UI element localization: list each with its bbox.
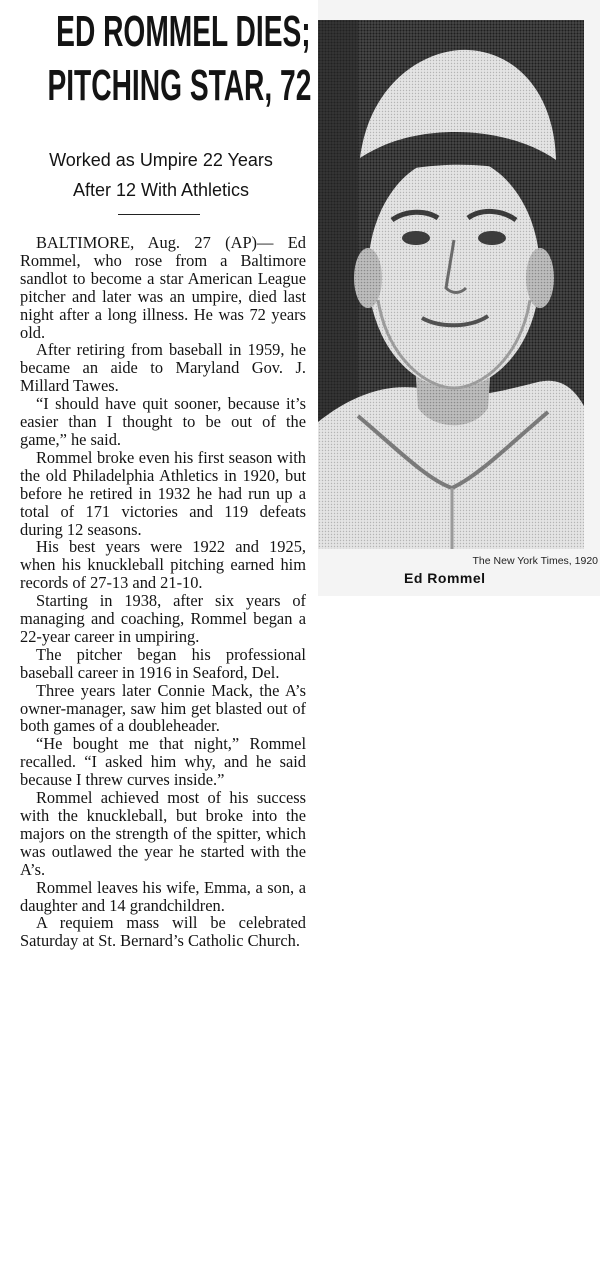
portrait-illustration — [318, 20, 584, 549]
paragraph: Rommel achieved most of his success with the knuckleball, but broke into the majors on the strength of the spitter, which was outlawed the year he started with the A’s. — [20, 788, 306, 879]
paragraph: Starting in 1938, after six years of managing and coaching, Rommel began a 22-year career in umpiring. — [20, 591, 306, 646]
photo-credit: The New York Times, 1920 — [472, 555, 598, 567]
paragraph: A requiem mass will be celebrated Saturday at St. Bernard’s Catholic Church. — [20, 913, 306, 951]
paragraph: The pitcher began his professional baseball career in 1916 in Seaford, Del. — [20, 644, 306, 682]
subheadline-line-2: After 12 With Athletics — [72, 180, 250, 200]
photo-panel — [318, 0, 600, 596]
paragraph: Rommel broke even his first season with the old Philadelphia Athletics in 1920, but before he retired in 1932 he had run up a total of 171 victories and 119 defeats during 12 seasons. — [20, 447, 306, 539]
paragraph: Three years later Connie Mack, the A’s owner-manager, saw him get blasted out of both games of a doubleheader. — [20, 680, 306, 736]
paragraph: After retiring from baseball in 1959, he became an aide to Maryland Gov. J. Millard Tawes. — [20, 340, 306, 396]
paragraph: “He bought me that night,” Rommel recalled. “I asked him why, and he said because I threw curves inside.” — [20, 734, 306, 790]
player-portrait — [318, 20, 584, 549]
divider-rule — [118, 214, 200, 215]
subheadline-line-1: Worked as Umpire 22 Years — [49, 150, 273, 170]
paragraph: BALTIMORE, Aug. 27 (AP)— Ed Rommel, who rose from a Baltimore sandlot to become a star American League pitcher and later was an umpire, died last night after a long illness. He was 72 years old. — [20, 233, 306, 342]
headline-line-2: PITCHING STAR, 72 — [47, 61, 311, 110]
headline-line-1: ED ROMMEL DIES; — [56, 10, 311, 56]
paragraph: “I should have quit sooner, because it’s easier than I thought to be out of the game,” he said. — [20, 394, 306, 449]
paragraph: His best years were 1922 and 1925, when his knuckleball pitching earned him records of 27-13 and 21-10. — [20, 537, 306, 593]
article-body — [20, 234, 306, 950]
paragraph: Rommel leaves his wife, Emma, a son, a daughter and 14 grandchildren. — [20, 877, 306, 915]
subheadline — [16, 145, 306, 205]
headline — [0, 10, 311, 120]
photo-caption: Ed Rommel — [404, 570, 486, 586]
